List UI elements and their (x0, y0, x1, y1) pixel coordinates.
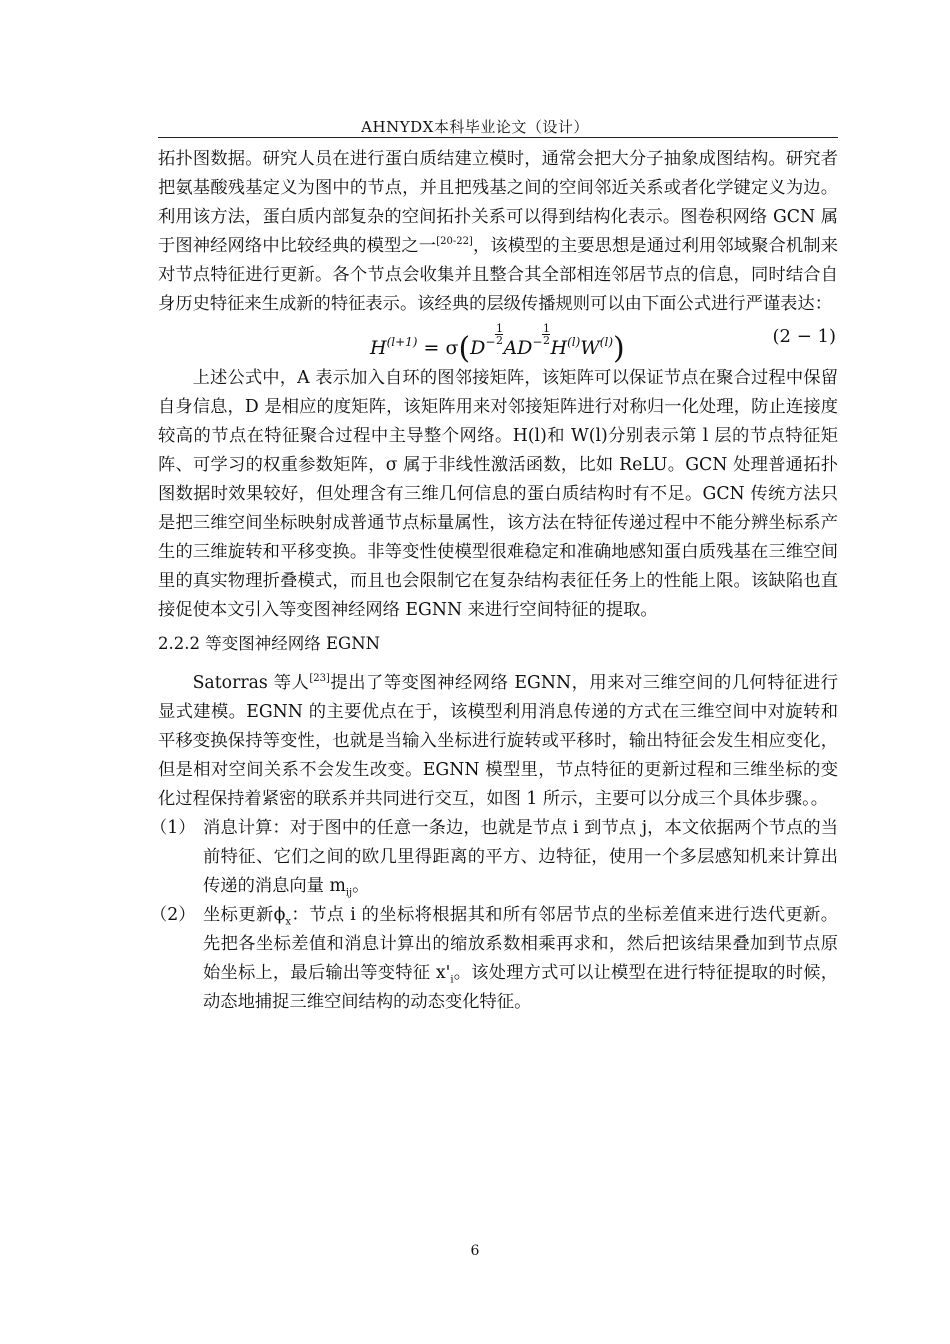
list-number: （2） (150, 905, 196, 925)
list-text: 。该处理方式可以让模型在进行特征提取的时候，动态地捕捉三维空间结构的动态变化特征。 (203, 963, 838, 1012)
eq-symbol: = σ (417, 337, 459, 359)
eq-frac-num: 1 (542, 322, 550, 335)
eq-minus: − (532, 335, 543, 349)
eq-frac-den: 2 (542, 334, 550, 347)
subscript: ij (345, 887, 353, 899)
section-heading-2-2-2: 2.2.2 等变图神经网络 EGNN (158, 634, 381, 653)
list-text: 消息计算：对于图中的任意一条边，也就是节点 i 到节点 j，本文依据两个节点的当前特征、它们之间的欧几里得距离的平方、边特征，使用一个多层感知机来计算出传递的消息向量 m (203, 818, 838, 896)
page-number: 6 (470, 1243, 480, 1259)
eq-symbol: D (470, 337, 486, 359)
citation-23[interactable]: [23] (309, 673, 330, 684)
header-rule (158, 137, 838, 138)
list-item-coordinate (150, 901, 838, 1017)
paragraph-text: Satorras 等人 (192, 673, 310, 693)
list-text: ：节点 i 的坐标将根据其和所有邻居节点的坐标差值来进行迭代更新。先把各坐标差值和消息计算出的缩放系数相乘再求和，然后把该结果叠加到节点原始坐标上，最后输出等变特征 x' (203, 905, 838, 983)
eq-paren-close: ) (613, 331, 625, 366)
equation-body (370, 323, 625, 366)
paragraph-gcn-analysis: 上述公式中，A 表示加入自环的图邻接矩阵，该矩阵可以保证节点在聚合过程中保留自身信息，D 是相应的度矩阵，该矩阵用来对邻接矩阵进行对称归一化处理，防止连接度较高的节点在特征聚合过程中主导整个网络。H(l)和 W(l)分别表示第 l 层的节点特征矩阵、可学习的权重参数矩阵，σ 属于非线性激活函数，比如 ReLU。GCN 处理普通拓扑图数据时效果较好，但处理含有三维几何信息的蛋白质结构时有不足。GCN 传统方法只是把三维空间坐标映射成普通节点标量属性，该方法在特征传递过程中不能分辨坐标系产生的三维旋转和平移变换。非等变性使模型很难稳定和准确地感知蛋白质残基在三维空间里的真实物理折叠模式，而且也会限制它在复杂结构表征任务上的性能上限。该缺陷也直接促使本文引入等变图神经网络 EGNN 来进行空间特征的提取。 (158, 368, 838, 620)
paragraph-egnn-intro (158, 669, 838, 814)
eq-symbol: W (580, 337, 600, 359)
eq-symbol: H (370, 337, 387, 359)
eq-frac-den: 2 (495, 334, 503, 347)
eq-minus: − (485, 335, 496, 349)
paragraph-text: ，该模型的主要思想是通过利用邻域聚合机制来对节点特征进行更新。各个节点会收集并且整合其全部相连邻居节点的信息，同时结合自身历史特征来生成新的特征表示。该经典的层级传播规则可以由下面公式进行严谨表达： (158, 236, 838, 314)
eq-superscript: (l) (599, 335, 613, 349)
page-header: AHNYDX本科毕业论文（设计） (361, 118, 589, 136)
citation-20-22[interactable]: [20-22] (436, 236, 473, 247)
equation-2-1 (158, 320, 838, 366)
list-text: 坐标更新ϕ (203, 905, 286, 925)
list-item-message (150, 814, 838, 901)
subscript: x (285, 916, 292, 928)
list-text: 。 (352, 876, 370, 896)
paragraph-gcn-intro (158, 145, 838, 319)
eq-paren-open: ( (458, 331, 471, 366)
eq-symbol: AD (503, 337, 533, 359)
eq-symbol: H (550, 337, 568, 359)
list-number: （1） (150, 818, 196, 838)
paragraph-text: 提出了等变图神经网络 EGNN，用来对三维空间的几何特征进行显式建模。EGNN 的主要优点在于，该模型利用消息传递的方式在三维空间中对旋转和平移变换保持等变性，也就是当输入坐标进行旋转或平移时，输出特征会发生相应变化，但是相对空间关系不会发生改变。EGNN 模型里，节点特征的更新过程和三维坐标的变化过程保持着紧密的联系并共同进行交互，如图 1 所示，主要可以分成三个具体步骤。。 (158, 673, 839, 809)
eq-superscript: (l) (567, 335, 581, 349)
eq-frac-num: 1 (495, 322, 503, 335)
page-content (150, 145, 839, 1017)
equation-number: (2 − 1) (772, 326, 836, 347)
eq-superscript: (l+1) (386, 335, 418, 349)
subscript: i (450, 974, 454, 986)
paragraph-text: 拓扑图数据。研究人员在进行蛋白质结建立模时，通常会把大分子抽象成图结构。研究者把氨基酸残基定义为图中的节点，并且把残基之间的空间邻近关系或者化学键定义为边。利用该方法，蛋白质内部复杂的空间拓扑关系可以得到结构化表示。图卷积网络 GCN 属于图神经网络中比较经典的模型之一 (158, 149, 838, 256)
